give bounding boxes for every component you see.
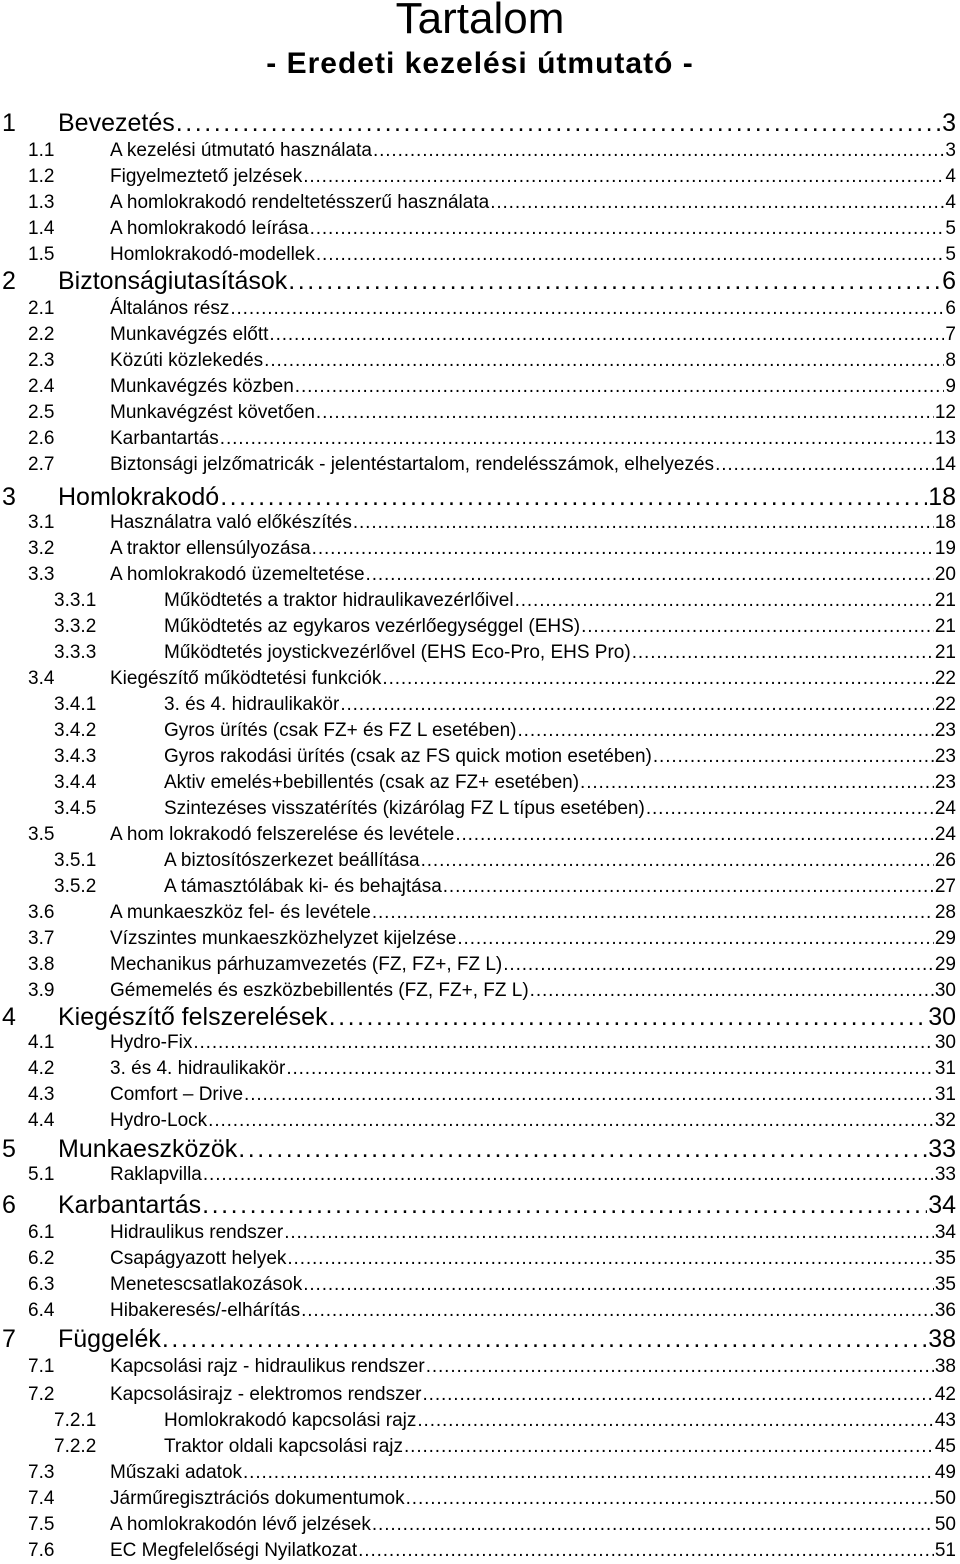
dot-leader — [202, 1190, 927, 1220]
dot-leader — [404, 1434, 934, 1460]
toc-entry[interactable] — [0, 1056, 956, 1082]
toc-entry-title: Használatra való előkészítés — [110, 512, 352, 533]
toc-entry[interactable] — [0, 692, 956, 718]
toc-entry-page: 34 — [928, 1191, 956, 1219]
dot-leader — [162, 1324, 927, 1354]
toc-entry[interactable] — [0, 1272, 956, 1298]
toc-entry-title: Műszaki adatok — [110, 1462, 243, 1483]
toc-entry-page: 8 — [945, 350, 956, 371]
toc-entry[interactable] — [0, 1134, 956, 1164]
toc-entry[interactable] — [0, 614, 956, 640]
dot-leader — [287, 1246, 933, 1272]
toc-entry-number: 4 — [2, 1003, 16, 1031]
toc-entry-page: 27 — [934, 876, 956, 897]
dot-leader — [284, 1220, 934, 1246]
toc-entry-title: Traktor oldali kapcsolási rajz — [164, 1436, 403, 1457]
toc-entry-number: 3.8 — [28, 954, 55, 975]
dot-leader — [366, 562, 934, 588]
toc-entry-title: Gyros ürítés (csak FZ+ és FZ L esetében) — [164, 720, 517, 741]
toc-entry-page: 22 — [934, 694, 956, 715]
dot-leader — [303, 1272, 934, 1298]
toc-entry-title: Kapcsolási rajz - hidraulikus rendszer — [110, 1356, 425, 1377]
toc-entry-page: 18 — [928, 483, 956, 511]
toc-entry-title: Általános rész — [110, 298, 230, 319]
toc-entry[interactable] — [0, 400, 956, 426]
toc-entry-title: A munkaeszköz fel- és levétele — [110, 902, 371, 923]
toc-entry-number: 5.1 — [28, 1164, 55, 1185]
toc-entry[interactable] — [0, 1082, 956, 1108]
dot-leader — [220, 482, 927, 512]
toc-entry[interactable] — [0, 348, 956, 374]
toc-entry-title: Homlokrakodó-modellek — [110, 244, 315, 265]
dot-leader — [286, 1056, 934, 1082]
toc-entry-page: 21 — [934, 616, 956, 637]
toc-entry-title: Menetescsatlakozások — [110, 1274, 303, 1295]
toc-entry-page: 50 — [934, 1488, 956, 1509]
dot-leader — [316, 242, 945, 268]
toc-entry-page: 3 — [945, 140, 956, 161]
toc-entry-number: 4.4 — [28, 1110, 55, 1131]
toc-entry[interactable] — [0, 718, 956, 744]
toc-entry-page: 20 — [934, 564, 956, 585]
dot-leader — [269, 322, 944, 348]
toc-entry-number: 2 — [2, 267, 16, 295]
dot-leader — [238, 1134, 927, 1164]
toc-entry-title: Raklapvilla — [110, 1164, 202, 1185]
toc-entry[interactable] — [0, 190, 956, 216]
toc-entry[interactable] — [0, 640, 956, 666]
toc-entry[interactable] — [0, 1382, 956, 1408]
toc-entry[interactable] — [0, 978, 956, 1004]
dot-leader — [455, 822, 934, 848]
toc-entry-page: 29 — [934, 928, 956, 949]
toc-entry[interactable] — [0, 1108, 956, 1134]
toc-entry-page: 23 — [934, 772, 956, 793]
dot-leader — [243, 1460, 934, 1486]
page-title: Tartalom — [395, 0, 565, 43]
toc-entry-page: 31 — [934, 1084, 956, 1105]
dot-leader — [515, 588, 934, 614]
toc-entry-number: 2.3 — [28, 350, 55, 371]
toc-entry-number: 7 — [2, 1325, 16, 1353]
toc-entry-number: 1.1 — [28, 140, 55, 161]
toc-entry[interactable] — [0, 874, 956, 900]
toc-entry[interactable] — [0, 426, 956, 452]
toc-entry-title: Aktiv emelés+bebillentés (csak az FZ+ esetében) — [164, 772, 580, 793]
toc-entry-title: Járműregisztrációs dokumentumok — [110, 1488, 405, 1509]
toc-entry[interactable] — [0, 796, 956, 822]
dot-leader — [457, 926, 933, 952]
dot-leader — [580, 770, 934, 796]
toc-entry-page: 32 — [934, 1110, 956, 1131]
toc-entry-number: 3.1 — [28, 512, 55, 533]
toc-entry-page: 19 — [934, 538, 956, 559]
toc-entry-page: 49 — [934, 1462, 956, 1483]
toc-entry[interactable] — [0, 1486, 956, 1512]
toc-entry-title: Bevezetés — [58, 109, 175, 137]
dot-leader — [421, 848, 934, 874]
toc-entry-page: 26 — [934, 850, 956, 871]
toc-entry-title: 3. és 4. hidraulikakör — [110, 1058, 286, 1079]
toc-entry-page: 21 — [934, 642, 956, 663]
toc-entry-title: 3. és 4. hidraulikakör — [164, 694, 340, 715]
toc-entry-title: A homlokrakodó rendeltetésszerű használata — [110, 192, 490, 213]
toc-entry-page: 6 — [942, 267, 956, 295]
toc-entry-page: 21 — [934, 590, 956, 611]
dot-leader — [715, 452, 934, 478]
toc-entry-number: 2.5 — [28, 402, 55, 423]
toc-entry[interactable] — [0, 482, 956, 512]
toc-entry[interactable] — [0, 296, 956, 322]
toc-entry[interactable] — [0, 562, 956, 588]
toc-entry[interactable] — [0, 1162, 956, 1188]
toc-entry[interactable] — [0, 666, 956, 692]
toc-entry-title: Biztonsági jelzőmatricák - jelentéstartalom, rendelésszámok, elhelyezés — [110, 454, 715, 475]
dot-leader — [303, 164, 944, 190]
toc-entry-title: Karbantartás — [58, 1191, 202, 1219]
toc-entry[interactable] — [0, 108, 956, 138]
toc-entry-title: Kiegészítő működtetési funkciók — [110, 668, 382, 689]
toc-entry[interactable] — [0, 900, 956, 926]
toc-entry-number: 7.2.1 — [54, 1410, 97, 1431]
toc-entry-number: 1.5 — [28, 244, 55, 265]
toc-entry-page: 35 — [934, 1274, 956, 1295]
toc-entry-title: A homlokrakodó üzemeltetése — [110, 564, 365, 585]
toc-entry-title: Biztonságiutasítások — [58, 267, 288, 295]
toc-entry-title: Működtetés joystickvezérlővel (EHS Eco-Pro, EHS Pro) — [164, 642, 631, 663]
toc-entry[interactable] — [0, 266, 956, 296]
dot-leader — [406, 1486, 934, 1512]
toc-entry[interactable] — [0, 588, 956, 614]
dot-leader — [417, 1408, 933, 1434]
dot-leader — [316, 400, 934, 426]
toc-entry-title: A homlokrakodón lévő jelzések — [110, 1514, 371, 1535]
toc-entry-number: 7.5 — [28, 1514, 55, 1535]
toc-entry-number: 7.6 — [28, 1540, 55, 1561]
dot-leader — [646, 796, 934, 822]
toc-entry[interactable] — [0, 1354, 956, 1380]
toc-entry-number: 6 — [2, 1191, 16, 1219]
toc-entry-title: Csapágyazott helyek — [110, 1248, 287, 1269]
toc-entry-title: Munkavégzést követően — [110, 402, 315, 423]
toc-entry[interactable] — [0, 374, 956, 400]
toc-entry[interactable] — [0, 1246, 956, 1272]
toc-entry-number: 3.7 — [28, 928, 55, 949]
dot-leader — [244, 1082, 934, 1108]
dot-leader — [220, 426, 934, 452]
toc-entry-page: 23 — [934, 720, 956, 741]
toc-entry[interactable] — [0, 1002, 956, 1032]
toc-entry-number: 3.4 — [28, 668, 55, 689]
toc-entry-page: 43 — [934, 1410, 956, 1431]
toc-entry-title: A támasztólábak ki- és behajtása — [164, 876, 442, 897]
toc-entry-title: Gémemelés és eszközbebillentés (FZ, FZ+, FZ L) — [110, 980, 529, 1001]
dot-leader — [518, 718, 934, 744]
toc-entry-page: 3 — [942, 109, 956, 137]
toc-entry-title: A traktor ellensúlyozása — [110, 538, 311, 559]
toc-entry-number: 2.2 — [28, 324, 55, 345]
toc-entry-title: Közúti közlekedés — [110, 350, 264, 371]
toc-entry-number: 6.3 — [28, 1274, 55, 1295]
toc-entry-number: 1 — [2, 109, 16, 137]
toc-entry-title: Hidraulikus rendszer — [110, 1222, 284, 1243]
toc-entry-title: Hydro-Lock — [110, 1110, 208, 1131]
toc-entry-number: 5 — [2, 1135, 16, 1163]
toc-entry-page: 23 — [934, 746, 956, 767]
toc-entry-number: 7.1 — [28, 1356, 55, 1377]
toc-entry-page: 22 — [934, 668, 956, 689]
toc-entry-page: 33 — [928, 1135, 956, 1163]
toc-entry-title: Munkavégzés közben — [110, 376, 294, 397]
toc-entry[interactable] — [0, 822, 956, 848]
toc-entry-number: 3.5 — [28, 824, 55, 845]
toc-entry-page: 34 — [934, 1222, 956, 1243]
toc-entry-number: 7.3 — [28, 1462, 55, 1483]
toc-entry[interactable] — [0, 164, 956, 190]
dot-leader — [372, 900, 934, 926]
toc-entry-number: 3.4.2 — [54, 720, 97, 741]
dot-leader — [426, 1354, 934, 1380]
dot-leader — [295, 374, 945, 400]
toc-entry-title: Figyelmeztető jelzések — [110, 166, 303, 187]
toc-entry[interactable] — [0, 926, 956, 952]
dot-leader — [353, 510, 934, 536]
toc-entry-page: 38 — [934, 1356, 956, 1377]
toc-entry-page: 33 — [934, 1164, 956, 1185]
toc-entry[interactable] — [0, 1538, 956, 1564]
toc-entry-page: 13 — [934, 428, 956, 449]
dot-leader — [312, 536, 934, 562]
dot-leader — [423, 1382, 934, 1408]
toc-entry-title: Munkaeszközök — [58, 1135, 238, 1163]
toc-entry[interactable] — [0, 1460, 956, 1486]
dot-leader — [632, 640, 934, 666]
toc-entry-number: 2.1 — [28, 298, 55, 319]
toc-entry-title: EC Megfelelőségi Nyilatkozat — [110, 1540, 358, 1561]
toc-entry-number: 7.4 — [28, 1488, 55, 1509]
dot-leader — [203, 1162, 934, 1188]
dot-leader — [176, 108, 941, 138]
toc-entry[interactable] — [0, 242, 956, 268]
toc-entry-number: 1.4 — [28, 218, 55, 239]
toc-entry-page: 35 — [934, 1248, 956, 1269]
dot-leader — [358, 1538, 934, 1564]
toc-entry-number: 1.3 — [28, 192, 55, 213]
toc-entry-page: 14 — [934, 454, 956, 475]
toc-entry-page: 24 — [934, 798, 956, 819]
toc-entry[interactable] — [0, 1434, 956, 1460]
dot-leader — [581, 614, 934, 640]
toc-entry-number: 3 — [2, 483, 16, 511]
toc-entry-title: A biztosítószerkezet beállítása — [164, 850, 420, 871]
toc-entry-title: Hydro-Fix — [110, 1032, 193, 1053]
toc-entry-page: 4 — [945, 192, 956, 213]
dot-leader — [329, 1002, 928, 1032]
toc-entry-page: 51 — [934, 1540, 956, 1561]
toc-entry[interactable] — [0, 848, 956, 874]
toc-entry-number: 7.2 — [28, 1384, 55, 1405]
toc-entry[interactable] — [0, 1030, 956, 1056]
toc-entry-page: 9 — [945, 376, 956, 397]
toc-entry-page: 24 — [934, 824, 956, 845]
toc-entry-title: Működtetés a traktor hidraulikavezérlőivel — [164, 590, 514, 611]
toc-entry-number: 2.6 — [28, 428, 55, 449]
toc-entry[interactable] — [0, 138, 956, 164]
page-subtitle: - Eredeti kezelési útmutató - — [266, 47, 694, 80]
dot-leader — [230, 296, 944, 322]
dot-leader — [373, 138, 944, 164]
toc-entry-number: 4.2 — [28, 1058, 55, 1079]
toc-entry-title: Munkavégzés előtt — [110, 324, 269, 345]
toc-entry-number: 3.4.1 — [54, 694, 97, 715]
toc-entry-page: 29 — [934, 954, 956, 975]
dot-leader — [530, 978, 934, 1004]
toc-entry-number: 2.4 — [28, 376, 55, 397]
toc-entry-page: 30 — [934, 980, 956, 1001]
toc-entry-title: Homlokrakodó kapcsolási rajz — [164, 1410, 417, 1431]
dot-leader — [503, 952, 934, 978]
toc-entry-title: Comfort – Drive — [110, 1084, 244, 1105]
toc-entry[interactable] — [0, 1512, 956, 1538]
toc-entry-number: 3.2 — [28, 538, 55, 559]
toc-entry[interactable] — [0, 1220, 956, 1246]
toc-entry-page: 50 — [934, 1514, 956, 1535]
toc-entry-number: 3.5.2 — [54, 876, 97, 897]
toc-entry-page: 36 — [934, 1300, 956, 1321]
dot-leader — [443, 874, 934, 900]
toc-entry-title: Kiegészítő felszerelések — [58, 1003, 328, 1031]
toc-entry[interactable] — [0, 510, 956, 536]
toc-entry[interactable] — [0, 952, 956, 978]
toc-entry-number: 6.4 — [28, 1300, 55, 1321]
toc-entry-page: 7 — [945, 324, 956, 345]
toc-entry-page: 38 — [928, 1325, 956, 1353]
toc-entry-title: Szintezéses visszatérítés (kizárólag FZ L típus esetében) — [164, 798, 645, 819]
toc-entry-page: 28 — [934, 902, 956, 923]
toc-entry-number: 4.1 — [28, 1032, 55, 1053]
toc-entry-number: 3.5.1 — [54, 850, 97, 871]
toc-entry-page: 18 — [934, 512, 956, 533]
toc-entry-number: 3.3.3 — [54, 642, 97, 663]
toc-entry-page: 45 — [934, 1436, 956, 1457]
toc-entry-page: 30 — [928, 1003, 956, 1031]
toc-entry[interactable] — [0, 1324, 956, 1354]
toc-entry[interactable] — [0, 452, 956, 478]
dot-leader — [653, 744, 934, 770]
toc-entry[interactable] — [0, 1408, 956, 1434]
toc-entry-title: Függelék — [58, 1325, 161, 1353]
toc-entry-number: 3.4.3 — [54, 746, 97, 767]
toc-entry-title: Vízszintes munkaeszközhelyzet kijelzése — [110, 928, 457, 949]
dot-leader — [310, 216, 945, 242]
toc-entry-number: 3.3.1 — [54, 590, 97, 611]
toc-entry-page: 12 — [934, 402, 956, 423]
toc-entry-title: A homlokrakodó leírása — [110, 218, 309, 239]
toc-entry-number: 7.2.2 — [54, 1436, 97, 1457]
toc-entry-number: 3.4.5 — [54, 798, 97, 819]
toc-entry-page: 31 — [934, 1058, 956, 1079]
toc-entry-title: Homlokrakodó — [58, 483, 220, 511]
toc-entry-title: A kezelési útmutató használata — [110, 140, 372, 161]
toc-entry-number: 1.2 — [28, 166, 55, 187]
dot-leader — [490, 190, 944, 216]
toc-entry-title: Gyros rakodási ürítés (csak az FS quick motion esetében) — [164, 746, 652, 767]
toc-entry-page: 5 — [945, 218, 956, 239]
toc-entry-title: A hom lokrakodó felszerelése és levétele — [110, 824, 455, 845]
toc-entry[interactable] — [0, 322, 956, 348]
dot-leader — [288, 266, 941, 296]
dot-leader — [340, 692, 934, 718]
toc-entry-number: 3.6 — [28, 902, 55, 923]
toc-entry-number: 3.3 — [28, 564, 55, 585]
toc-entry-number: 4.3 — [28, 1084, 55, 1105]
toc-entry-number: 3.9 — [28, 980, 55, 1001]
toc-entry[interactable] — [0, 770, 956, 796]
toc-entry[interactable] — [0, 216, 956, 242]
toc-entry[interactable] — [0, 744, 956, 770]
dot-leader — [264, 348, 944, 374]
toc-entry-title: Mechanikus párhuzamvezetés (FZ, FZ+, FZ L) — [110, 954, 503, 975]
toc-entry-number: 3.3.2 — [54, 616, 97, 637]
toc-entry-page: 30 — [934, 1032, 956, 1053]
toc-entry[interactable] — [0, 1298, 956, 1324]
toc-entry-number: 6.1 — [28, 1222, 55, 1243]
toc-entry-title: Működtetés az egykaros vezérlőegységgel (EHS) — [164, 616, 581, 637]
toc-entry-number: 2.7 — [28, 454, 55, 475]
toc-entry-title: Karbantartás — [110, 428, 219, 449]
toc-entry-number: 3.4.4 — [54, 772, 97, 793]
toc-entry-page: 42 — [934, 1384, 956, 1405]
toc-entry[interactable] — [0, 536, 956, 562]
toc-entry-number: 6.2 — [28, 1248, 55, 1269]
toc-entry[interactable] — [0, 1190, 956, 1220]
toc-entry-title: Hibakeresés/-elhárítás — [110, 1300, 301, 1321]
toc-entry-page: 6 — [945, 298, 956, 319]
dot-leader — [301, 1298, 934, 1324]
dot-leader — [208, 1108, 934, 1134]
dot-leader — [382, 666, 933, 692]
toc-entry-title: Kapcsolásirajz - elektromos rendszer — [110, 1384, 422, 1405]
dot-leader — [372, 1512, 934, 1538]
dot-leader — [193, 1030, 934, 1056]
toc-entry-page: 4 — [945, 166, 956, 187]
toc-entry-page: 5 — [945, 244, 956, 265]
